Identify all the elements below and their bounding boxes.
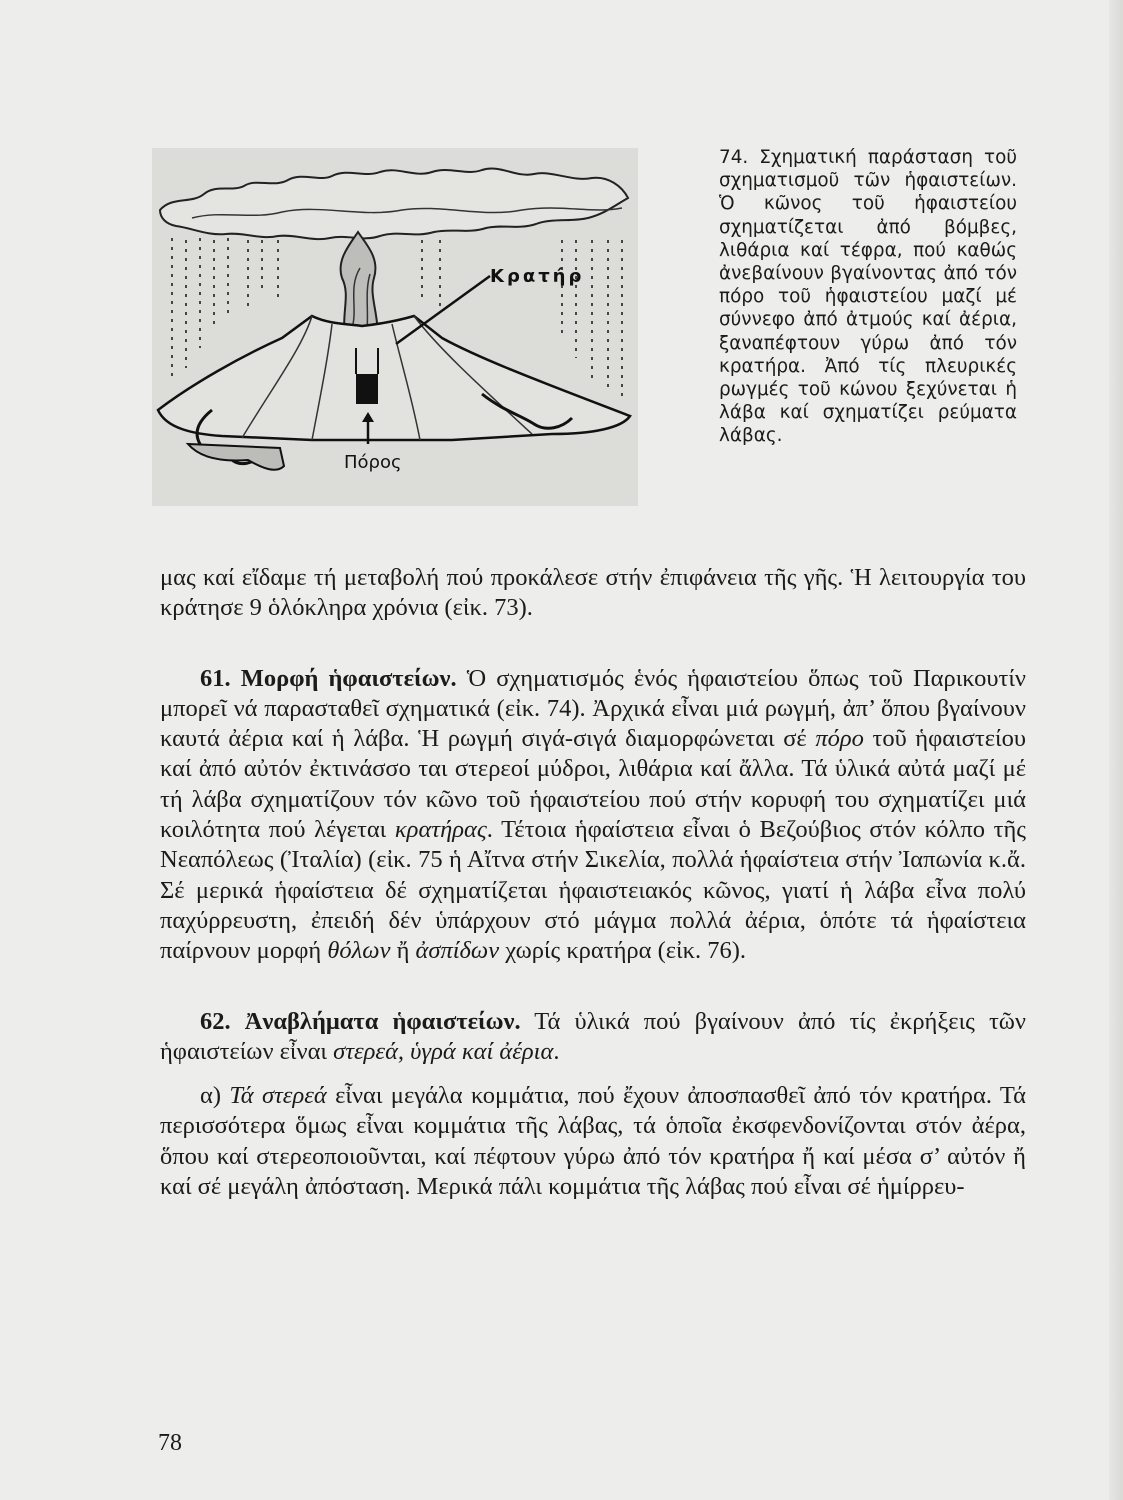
crater-label: Κρατήρ — [490, 266, 585, 287]
term-material-types: στερεά, ὑγρά καί ἀέρια — [333, 1037, 554, 1065]
section-62-paragraph — [160, 1007, 1026, 1068]
volcano-figure — [152, 148, 638, 506]
section-61-text-5: χωρίς κρατήρα (εἰκ. 76). — [499, 937, 747, 965]
section-62-text-2: . — [553, 1037, 560, 1065]
page-edge — [1109, 0, 1123, 1500]
section-61-text-1: Ὁ σχηματισμός ἑνός ἡφαιστείου ὅπως τοῦ Παρικουτίν μπορεῖ νά παρασταθεῖ σχηματικά (εἰκ. 74). Ἀρχικά εἶναι μιά ρωγμή, ἀπ’ ὅπου βγαίνουν καυτά ἀέρια καί ἡ λάβα. Ἡ ρωγμή σιγά-σιγά διαμορφώνεται σέ — [160, 664, 1026, 753]
term-domes: θόλων — [327, 937, 391, 965]
term-shields: ἀσπίδων — [415, 937, 500, 965]
item-a-label: α) — [200, 1082, 230, 1110]
vent-conduit — [356, 374, 378, 404]
section-62-heading: 62. Ἀναβλήματα ἡφαιστείων. — [200, 1007, 521, 1035]
ash-cloud — [160, 168, 628, 239]
term-solids: Τά στερεά — [229, 1082, 327, 1110]
section-61-text-2: τοῦ ἡφαιστείου καί ἀπό αὐτόν ἐκτινάσσο ται στερεοί μύδροι, λιθάρια καί ἄλλα. Τά ὑλικά αὐτά μαζί μέ τή λάβα σχηματίζουν τόν κῶνο τοῦ ἡφαιστείου πού στήν κορυφή του σχηματίζει μιά κοιλότητα πού λέγεται — [160, 725, 1026, 844]
item-a-text: εἶναι μεγάλα κομμάτια, πού ἔχουν ἀποσπασθεῖ ἀπό τόν κρατήρα. Τά περισσότερα ὅμως εἶναι κομμάτια τῆς λάβας, τά ὁποῖα ἐκσφενδονίζονται στόν ἀέρα, ὅπου καί στερεοποιοῦνται, καί πέφτουν γύρω ἀπό τόν κρατήρα ἤ καί μέσα σ’ αὐτόν ἤ καί σέ μεγάλη ἀπόσταση. Μερικά πάλι κομμάτια τῆς λάβας πού εἶναι σέ ἡμίρρευ- — [160, 1082, 1026, 1201]
section-61-text-4: ἤ — [390, 937, 416, 965]
page-number: 78 — [158, 1430, 182, 1456]
term-crater: κρατήρας — [394, 816, 487, 844]
main-text — [160, 563, 1026, 1202]
section-61-heading: 61. Μορφή ἡφαιστείων. — [200, 664, 457, 692]
section-62a-paragraph — [160, 1081, 1026, 1202]
section-61-text-3: . Τέτοια ἡφαίστεια εἶναι ὁ Βεζούβιος στόν κόλπο τῆς Νεαπόλεως (Ἰταλία) (εἰκ. 75 ἡ Αἴτνα στήν Σικελία, πολλά ἡφαίστεια στήν Ἰαπωνία κ.ἄ. Σέ μερικά ἡφαίστεια δέ σχηματίζεται ἡφαιστειακός κῶνος, γιατί ἡ λάβα εἶνα πολύ παχύρρευστη, ἐπειδή δέν ὑπάρχουν στό μάγμα πολλά ἀέρια, ὁπότε τά ἡφαίστεια παίρνουν μορφή — [160, 816, 1026, 965]
intro-paragraph: μας καί εἴδαμε τή μεταβολή πού προκάλεσε στήν ἐπιφάνεια τῆς γῆς. Ἡ λειτουργία του κράτησε 9 ὁλόκληρα χρόνια (εἰκ. 73). — [160, 564, 1026, 622]
vent-label: Πόρος — [344, 452, 402, 473]
section-61-paragraph — [160, 664, 1026, 967]
term-vent: πόρο — [815, 725, 864, 753]
figure-caption: 74. Σχηματική παράσταση τοῦ σχηματισμοῦ τῶν ἡφαιστείων. Ὁ κῶνος τοῦ ἡφαιστείου σχηματίζεται ἀπό βόμβες, λιθάρια καί τέφρα, πού καθώς ἀνεβαίνουν βγαίνοντας ἀπό τόν πόρο τοῦ ἡφαιστείου μαζί μέ σύννεφο ἀπό ἀτμούς καί ἀέρια, ξαναπέφτουν γύρω ἀπό τόν κρατήρα. Ἀπό τίς πλευρικές ρωγμές τοῦ κώνου ξεχύνεται ἡ λάβα καί σχηματίζει ρεύματα λάβας. — [719, 147, 1017, 447]
volcano-diagram — [152, 148, 638, 506]
section-62-text-1: Τά ὑλικά πού βγαίνουν ἀπό τίς ἐκρήξεις τῶν ἡφαιστείων εἶναι — [160, 1007, 1027, 1065]
